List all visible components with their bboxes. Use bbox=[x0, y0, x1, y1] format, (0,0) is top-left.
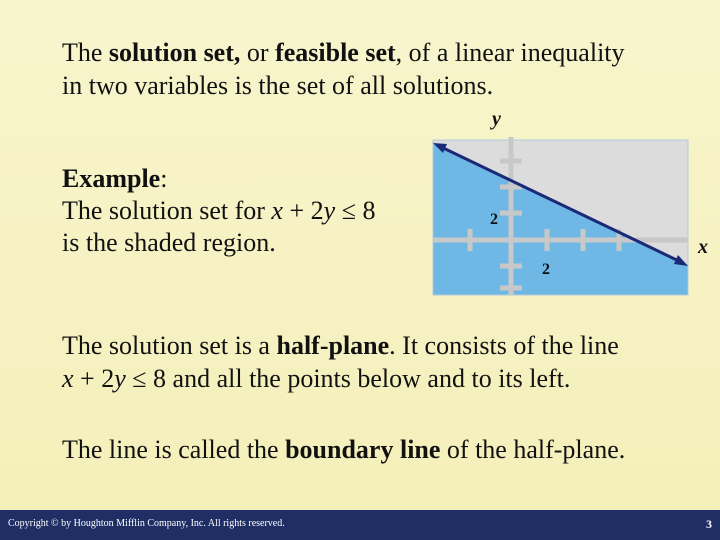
copyright-notice: Copyright © by Houghton Mifflin Company, Inc. All rights reserved. bbox=[8, 518, 285, 529]
halfplane-text-rest: ≤ 8 and all the points below and to its left. bbox=[125, 364, 571, 393]
intro-text-post: , of a linear inequality bbox=[395, 38, 625, 67]
term-half-plane: half-plane bbox=[276, 331, 390, 360]
example-colon: : bbox=[160, 164, 168, 193]
footer-bar bbox=[0, 510, 720, 540]
expr-mid: + 2 bbox=[73, 364, 115, 393]
term-solution-set: solution set, bbox=[108, 38, 241, 67]
halfplane-line-1 bbox=[62, 331, 619, 361]
var-x: x bbox=[62, 364, 74, 393]
boundary-line-text bbox=[62, 435, 625, 465]
example-heading-label: Example bbox=[62, 164, 161, 193]
x-axis-label: x bbox=[698, 236, 708, 258]
boundary-text-post: of the half-plane. bbox=[440, 435, 626, 464]
page-number: 3 bbox=[706, 517, 712, 531]
term-boundary-line: boundary line bbox=[285, 435, 441, 464]
term-feasible-set: feasible set bbox=[275, 38, 396, 67]
expr-mid: + 2 bbox=[282, 196, 324, 225]
x-tick-label: 2 bbox=[542, 261, 550, 278]
halfplane-text-pre: The solution set is a bbox=[62, 331, 277, 360]
y-axis-label: y bbox=[492, 108, 501, 130]
halfplane-line-2 bbox=[62, 364, 570, 394]
boundary-text-pre: The line is called the bbox=[62, 435, 286, 464]
var-y: y bbox=[323, 196, 336, 225]
var-x: x bbox=[271, 196, 283, 225]
y-tick-label: 2 bbox=[490, 211, 498, 228]
halfplane-text-post: . It consists of the line bbox=[389, 331, 619, 360]
example-line-2: is the shaded region. bbox=[62, 228, 276, 257]
var-y: y bbox=[114, 364, 126, 393]
example-text: The solution set for bbox=[62, 196, 272, 225]
expr-post: ≤ 8 bbox=[335, 196, 376, 225]
intro-line-2: in two variables is the set of all solutions. bbox=[62, 71, 494, 100]
intro-text-mid: or bbox=[240, 38, 276, 67]
intro-text-pre: The bbox=[62, 38, 109, 67]
